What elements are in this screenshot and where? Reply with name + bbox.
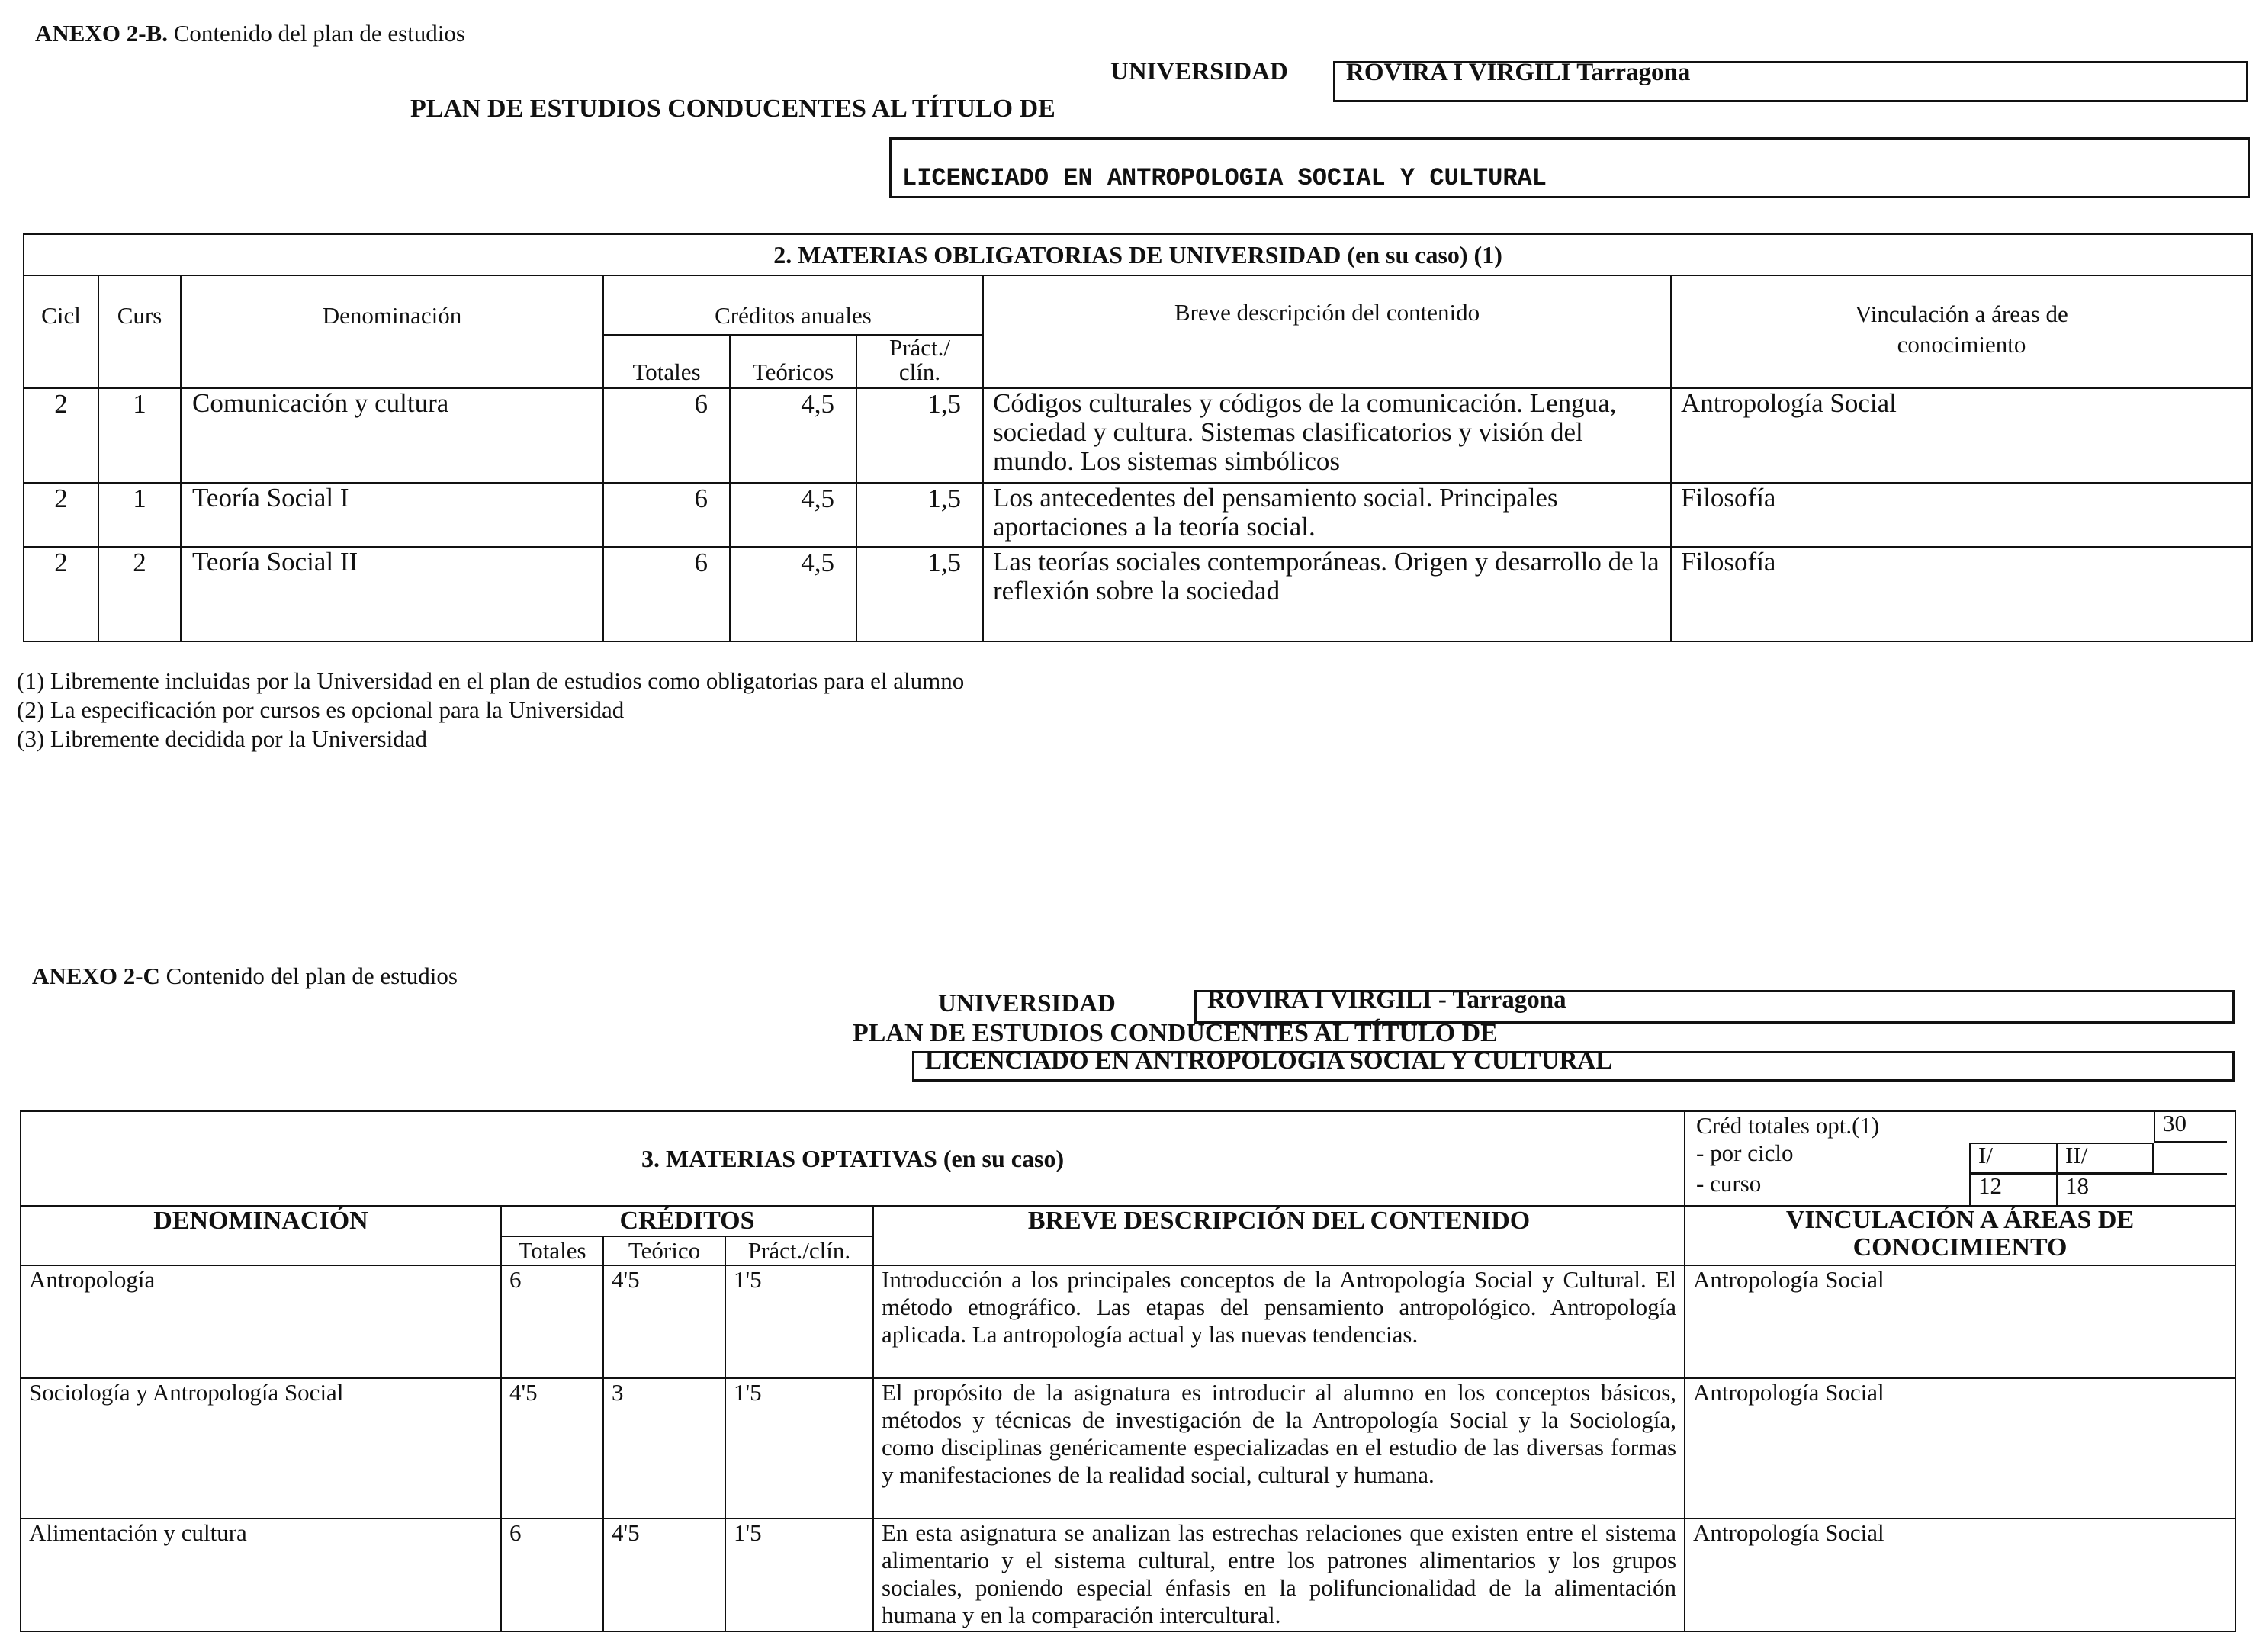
- cell-totales: 6: [501, 1519, 603, 1631]
- por-ciclo-label: - por ciclo: [1696, 1139, 1794, 1166]
- col-header-vinculacion-line2: conocimiento: [1897, 331, 2026, 358]
- cell-denominacion: Teoría Social II: [181, 547, 603, 641]
- cred-totales-label: Créd totales opt.(1): [1696, 1112, 1880, 1139]
- cell-teoricos: 4,5: [730, 547, 856, 641]
- cell-denominacion: Sociología y Antropología Social: [21, 1378, 501, 1519]
- annex-b-table-title: 2. MATERIAS OBLIGATORIAS DE UNIVERSIDAD (en su caso) (1): [24, 234, 2252, 275]
- col-header-descripcion: Breve descripción del contenido: [983, 275, 1671, 388]
- annex-b-label: ANEXO 2-B.: [35, 20, 168, 47]
- cell-totales: 4'5: [501, 1378, 603, 1519]
- cell-denominacion: Antropología: [21, 1265, 501, 1378]
- annex-c-universidad-label: UNIVERSIDAD: [938, 990, 1116, 1017]
- cell-denominacion: Comunicación y cultura: [181, 388, 603, 483]
- annex-c-subtitle: Contenido del plan de estudios: [165, 963, 458, 989]
- table-row: [24, 547, 2252, 641]
- table-row: [24, 388, 2252, 483]
- cell-cicl: 2: [24, 547, 98, 641]
- annex-c-label: ANEXO 2-C: [32, 963, 160, 989]
- col-header-creditos: CRÉDITOS: [501, 1206, 873, 1236]
- cell-denominacion: Teoría Social I: [181, 483, 603, 547]
- annex-b-universidad-value: ROVIRA I VIRGILI Tarragona: [1346, 59, 1691, 86]
- cell-totales: 6: [603, 388, 730, 483]
- annex-b-plan-label: PLAN DE ESTUDIOS CONDUCENTES AL TÍTULO DE: [410, 95, 1055, 123]
- curso-ii-value: 18: [2056, 1173, 2227, 1207]
- annex-b-titulo-box: [889, 137, 2250, 198]
- col-header-vinculacion: [1671, 275, 2252, 388]
- col-header-vinculacion: [1685, 1206, 2235, 1265]
- annex-b-table: [23, 233, 2253, 642]
- table-row: [21, 1519, 2235, 1631]
- annex-b-subtitle: Contenido del plan de estudios: [173, 20, 465, 47]
- cell-vinculacion: Filosofía: [1671, 547, 2252, 641]
- cell-totales: 6: [603, 547, 730, 641]
- cred-totales-value: 30: [2154, 1112, 2227, 1143]
- col-header-vinculacion-line2: CONOCIMIENTO: [1852, 1233, 2068, 1261]
- cell-totales: 6: [603, 483, 730, 547]
- cell-practicos: 1'5: [725, 1378, 873, 1519]
- ciclo-i-value: I/: [1969, 1143, 2058, 1173]
- cell-cicl: 2: [24, 483, 98, 547]
- table-row: [21, 1378, 2235, 1519]
- col-header-practicos: [856, 335, 983, 388]
- cell-denominacion: Alimentación y cultura: [21, 1519, 501, 1631]
- annex-c-table-title: 3. MATERIAS OPTATIVAS (en su caso): [21, 1111, 1685, 1206]
- footnote-3: (3) Libremente decidida por la Universidad: [17, 725, 427, 752]
- col-header-practicos-line1: Práct./: [888, 334, 951, 361]
- annex-c-universidad-value: ROVIRA I VIRGILI - Tarragona: [1207, 986, 1566, 1014]
- cell-descripcion: En esta asignatura se analizan las estrechas relaciones que existen entre el sistema alimentario y el sistema cultural, entre los patrones alimentarios y los grupos sociales, poniendo especial énfasis en la polifuncionalidad de la alimentación humana y en la comparación intercultural.: [873, 1519, 1685, 1631]
- cell-teorico: 4'5: [603, 1265, 725, 1378]
- credits-summary-panel: [1685, 1111, 2235, 1206]
- cell-practicos: 1'5: [725, 1265, 873, 1378]
- cell-curs: 2: [98, 547, 181, 641]
- col-header-cicl: Cicl: [24, 275, 98, 388]
- curso-i-value: 12: [1969, 1173, 2058, 1207]
- cell-descripcion: Las teorías sociales contemporáneas. Origen y desarrollo de la reflexión sobre la sociedad: [983, 547, 1671, 641]
- cell-curs: 1: [98, 388, 181, 483]
- col-header-teoricos: Teóricos: [730, 335, 856, 388]
- curso-label: - curso: [1696, 1170, 1762, 1197]
- cell-descripcion: El propósito de la asignatura es introducir al alumno en los conceptos básicos, métodos y técnicas de investigación de la Antropología Social y la Sociología, como disciplinas genéricamente especializadas en el estudio de las diversas formas y manifestaciones de la realidad social, cultural y humana.: [873, 1378, 1685, 1519]
- cell-practicos: 1'5: [725, 1519, 873, 1631]
- cell-vinculacion: Antropología Social: [1671, 388, 2252, 483]
- cell-practicos: 1,5: [856, 547, 983, 641]
- cell-vinculacion: Filosofía: [1671, 483, 2252, 547]
- col-header-practicos-line2: clín.: [898, 358, 941, 385]
- footnote-1: (1) Libremente incluidas por la Universidad en el plan de estudios como obligatorias para el alumno: [17, 667, 965, 694]
- col-header-totales: Totales: [603, 335, 730, 388]
- col-header-teorico: Teórico: [603, 1236, 725, 1265]
- annex-b-footnotes: [17, 667, 964, 754]
- col-header-denominacion: DENOMINACIÓN: [21, 1206, 501, 1265]
- annex-b-universidad-box: [1333, 61, 2248, 102]
- col-header-vinculacion-line1: VINCULACIÓN A ÁREAS DE: [1785, 1206, 2135, 1234]
- col-header-curs: Curs: [98, 275, 181, 388]
- annex-c-heading: [32, 963, 458, 990]
- table-row: [21, 1265, 2235, 1378]
- cell-totales: 6: [501, 1265, 603, 1378]
- col-header-creditos: Créditos anuales: [603, 275, 983, 335]
- cell-cicl: 2: [24, 388, 98, 483]
- col-header-vinculacion-line1: Vinculación a áreas de: [1855, 301, 2068, 327]
- col-header-totales: Totales: [501, 1236, 603, 1265]
- cell-vinculacion: Antropología Social: [1685, 1519, 2235, 1631]
- cell-curs: 1: [98, 483, 181, 547]
- cell-practicos: 1,5: [856, 483, 983, 547]
- cell-descripcion: Códigos culturales y códigos de la comunicación. Lengua, sociedad y cultura. Sistemas clasificatorios y visión del mundo. Los sistemas simbólicos: [983, 388, 1671, 483]
- annex-c-titulo-value: LICENCIADO EN ANTROPOLOGIA SOCIAL Y CULTURAL: [925, 1047, 1613, 1075]
- cell-practicos: 1,5: [856, 388, 983, 483]
- cell-descripcion: Los antecedentes del pensamiento social. Principales aportaciones a la teoría social.: [983, 483, 1671, 547]
- cell-vinculacion: Antropología Social: [1685, 1265, 2235, 1378]
- table-row: [24, 483, 2252, 547]
- annex-c-titulo-box: [912, 1047, 2235, 1082]
- col-header-practicos: Práct./clín.: [725, 1236, 873, 1265]
- col-header-descripcion: BREVE DESCRIPCIÓN DEL CONTENIDO: [873, 1206, 1685, 1265]
- cell-teoricos: 4,5: [730, 388, 856, 483]
- cell-teorico: 4'5: [603, 1519, 725, 1631]
- cell-teoricos: 4,5: [730, 483, 856, 547]
- annex-c-table: [20, 1110, 2236, 1632]
- cell-descripcion: Introducción a los principales conceptos de la Antropología Social y Cultural. El método etnográfico. Las etapas del pensamiento antropológico. Antropología aplicada. La antropología actual y las nuevas tendencias.: [873, 1265, 1685, 1378]
- annex-b-universidad-label: UNIVERSIDAD: [1110, 58, 1288, 85]
- cell-teorico: 3: [603, 1378, 725, 1519]
- annex-b-heading: [35, 20, 465, 47]
- footnote-2: (2) La especificación por cursos es opcional para la Universidad: [17, 696, 625, 723]
- col-header-denominacion: Denominación: [181, 275, 603, 388]
- annex-c-plan-label: PLAN DE ESTUDIOS CONDUCENTES AL TÍTULO DE: [853, 1019, 1498, 1047]
- ciclo-ii-value: II/: [2056, 1143, 2154, 1173]
- cell-vinculacion: Antropología Social: [1685, 1378, 2235, 1519]
- annex-b-titulo-value: LICENCIADO EN ANTROPOLOGIA SOCIAL Y CULTURAL: [902, 164, 1547, 192]
